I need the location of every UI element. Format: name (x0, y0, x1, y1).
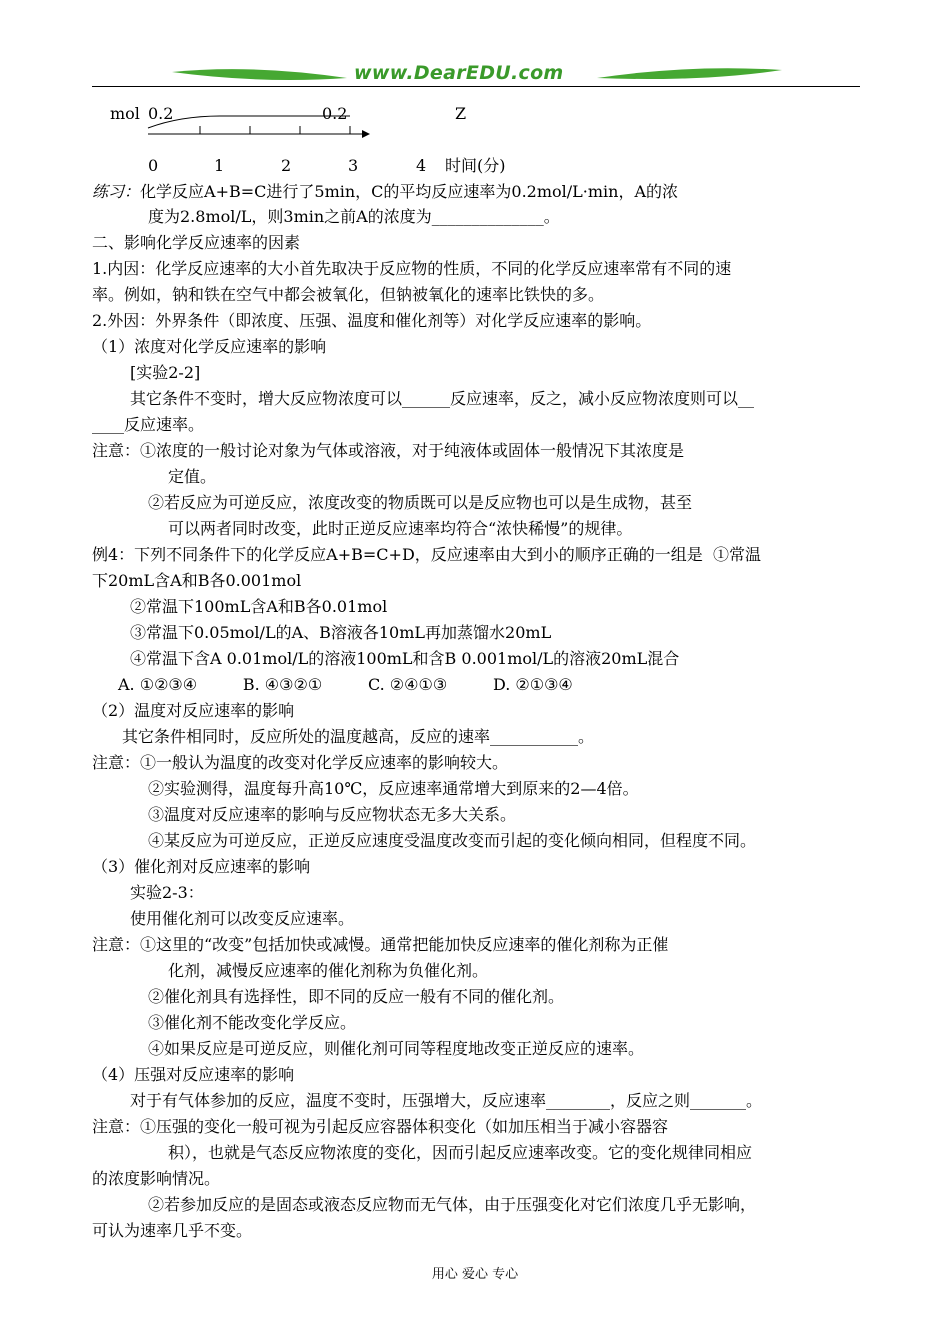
header-rule (92, 86, 860, 87)
text-line: 可认为速率几乎不变。 (92, 1221, 253, 1240)
text-line: 1.内因：化学反应速率的大小首先取决于反应物的性质，不同的化学反应速率常有不同的速 (92, 259, 732, 278)
text-line: ②催化剂具有选择性，即不同的反应一般有不同的催化剂。 (148, 987, 565, 1006)
text-line: 对于有气体参加的反应，温度不变时，压强增大，反应速率________，反应之则_______。 (130, 1091, 763, 1110)
text-line: 注意：①浓度的一般讨论对象为气体或溶液，对于纯液体或固体一般情况下其浓度是 (92, 441, 685, 460)
text-line: 注意：①这里的“改变”包括加快或减慢。通常把能加快反应速率的催化剂称为正催 (92, 935, 669, 954)
text-line: 化剂，减慢反应速率的催化剂称为负催化剂。 (168, 961, 489, 980)
graph-x-tick-label: 4 (416, 156, 427, 175)
text-line: 2.外因：外界条件（即浓度、压强、温度和催化剂等）对化学反应速率的影响。 (92, 311, 652, 330)
graph-left-value: 0.2 (148, 104, 174, 123)
site-logo-text: www.DearEDU.com (354, 62, 564, 84)
text-line: ②若参加反应的是固态或液态反应物而无气体，由于压强变化对它们浓度几乎无影响， (148, 1195, 757, 1214)
graph-x-tick-label: 2 (281, 156, 292, 175)
text-line: 度为2.8mol/L，则3min之前A的浓度为______________。 (148, 207, 560, 226)
text-line: （4）压强对反应速率的影响 (92, 1065, 295, 1084)
text-line: 二、影响化学反应速率的因素 (92, 233, 301, 252)
page-footer: 用心 爱心 专心 (431, 1267, 519, 1282)
text-line: [实验2-2] (130, 363, 201, 382)
exercise-label: 练习： (92, 182, 141, 201)
text-line: ②常温下100mL含A和B各0.01mol (130, 597, 388, 616)
text-line: ③催化剂不能改变化学反应。 (148, 1013, 357, 1032)
text-line: 下20mL含A和B各0.001mol (92, 571, 302, 590)
text-line: 例4：下列不同条件下的化学反应A+B=C+D，反应速率由大到小的顺序正确的一组是 ①常温 (92, 545, 761, 564)
graph-unit: mol (110, 104, 140, 123)
graph-right-value: 0.2 (322, 104, 348, 123)
text-line: （1）浓度对化学反应速率的影响 (92, 337, 327, 356)
text-line: ④如果反应是可逆反应，则催化剂可同等程度地改变正逆反应的速率。 (148, 1039, 645, 1058)
text-line: 使用催化剂可以改变反应速率。 (130, 909, 355, 928)
graph-x-tick-label: 3 (348, 156, 359, 175)
text-line: ____反应速率。 (92, 415, 205, 434)
text-line: ③温度对反应速率的影响与反应物状态无多大关系。 (148, 805, 517, 824)
graph-x-tick-label: 1 (214, 156, 225, 175)
text-line: 积），也就是气态反应物浓度的变化，因而引起反应速率改变。它的变化规律同相应 (168, 1143, 753, 1162)
graph-curve (148, 116, 350, 128)
graph-arrow (362, 130, 370, 138)
text-line-content: 化学反应A+B=C进行了5min，C的平均反应速率为0.2mol/L·min，A的浓 (140, 182, 679, 201)
text-line: ③常温下0.05mol/L的A、B溶液各10mL再加蒸馏水20mL (130, 623, 552, 642)
graph-curve-label: Z (455, 104, 467, 123)
text-line: （3）催化剂对反应速率的影响 (92, 857, 311, 876)
text-line: （2）温度对反应速率的影响 (92, 701, 295, 720)
text-line: 其它条件不变时，增大反应物浓度可以______反应速率，反之，减小反应物浓度则可以__ (130, 389, 755, 408)
graph-axes (140, 106, 400, 156)
text-line: 可以两者同时改变，此时正逆反应速率均符合“浓快稀慢”的规律。 (168, 519, 633, 538)
text-line: 注意：①压强的变化一般可视为引起反应容器体积变化（如加压相当于减小容器容 (92, 1117, 669, 1136)
text-line: 实验2-3： (130, 883, 204, 902)
text-line: A. ①②③④ B. ④③②① C. ②④①③ D. ②①③④ (118, 675, 573, 694)
text-line: ④某反应为可逆反应，正逆反应速度受温度改变而引起的变化倾向相同，但程度不同。 (148, 831, 757, 850)
text-line: 率。例如，钠和铁在空气中都会被氧化，但钠被氧化的速率比铁快的多。 (92, 285, 605, 304)
text-line: 注意：①一般认为温度的改变对化学反应速率的影响较大。 (92, 753, 509, 772)
text-line (92, 181, 678, 203)
text-line: 定值。 (168, 467, 217, 486)
text-line: ④常温下含A 0.01mol/L的溶液100mL和含B 0.001mol/L的溶液20mL混合 (130, 649, 680, 668)
text-line: 其它条件相同时，反应所处的温度越高，反应的速率___________。 (122, 727, 595, 746)
graph-x-label: 时间(分) (445, 156, 506, 175)
page-header (92, 60, 860, 90)
text-line: 的浓度影响情况。 (92, 1169, 221, 1188)
text-line: ②若反应为可逆反应，浓度改变的物质既可以是反应物也可以是生成物，甚至 (148, 493, 693, 512)
text-line: ②实验测得，温度每升高10℃，反应速率通常增大到原来的2—4倍。 (148, 779, 639, 798)
graph-x-tick-label: 0 (148, 156, 159, 175)
